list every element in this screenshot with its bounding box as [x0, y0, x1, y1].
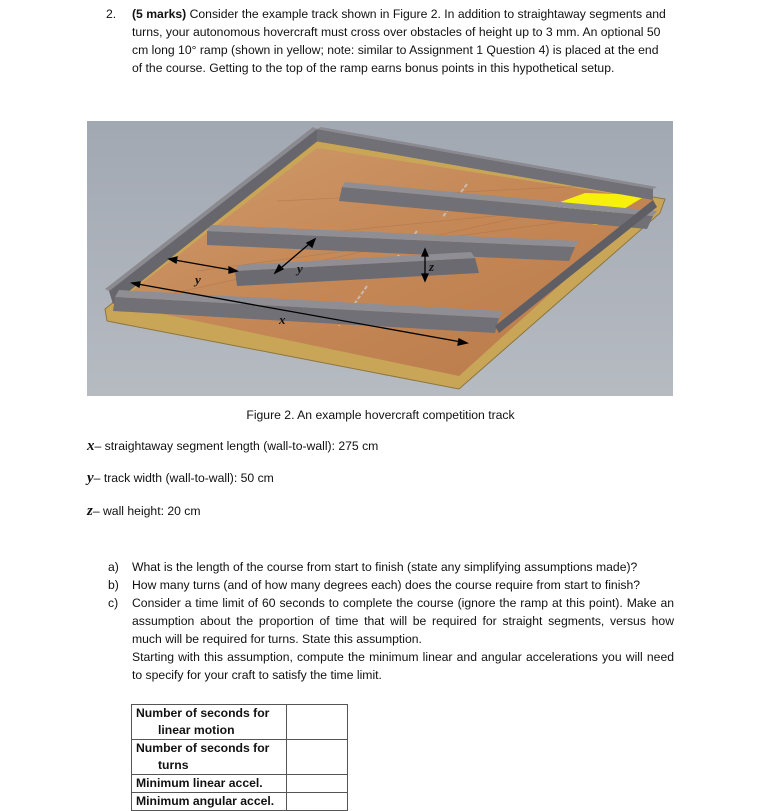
label-y-mid: y: [297, 261, 303, 276]
part-text: Consider a time limit of 60 seconds to complete the course (ignore the ramp at this point). Make an assumption about the proportion of time that will be required for straight segments, versus how much will be required for turns. State this assumption.: [132, 596, 674, 646]
table-row: [132, 740, 348, 775]
label-y-left: y: [195, 272, 201, 287]
table-label: Number of seconds for: [136, 706, 270, 720]
answer-cell-angular-accel[interactable]: [287, 793, 348, 811]
answer-cell-linear-accel[interactable]: [287, 775, 348, 793]
figure-caption: Figure 2. An example hovercraft competition track: [246, 408, 515, 422]
question-2: [106, 5, 666, 77]
label-x: x: [279, 312, 286, 327]
answer-cell-linear-seconds[interactable]: [287, 705, 348, 740]
part-text: What is the length of the course from start to finish (state any simplifying assumptions made)?: [132, 560, 638, 574]
track-figure: [87, 121, 673, 396]
table-label: Number of seconds for: [136, 741, 270, 755]
question-text-block: [132, 5, 666, 77]
table-label-cont: turns: [158, 758, 189, 772]
definition-text: – track width (wall-to-wall): 50 cm: [93, 471, 274, 485]
answer-table: [131, 704, 348, 811]
part-b: [108, 576, 674, 594]
definition-symbol: y: [87, 470, 94, 486]
part-c: [108, 594, 674, 684]
part-text: How many turns (and of how many degrees each) does the course require from start to finish?: [132, 578, 641, 592]
definition-symbol: x: [87, 438, 95, 454]
table-row: [132, 793, 348, 811]
part-label: b): [108, 578, 119, 592]
part-text-continued: Starting with this assumption, compute the minimum linear and angular accelerations you will need to specify for your craft to satisfy the time limit.: [132, 650, 674, 682]
question-marks: (5 marks): [132, 7, 187, 21]
table-label: Minimum angular accel.: [132, 793, 287, 811]
table-label-cell: [132, 740, 287, 775]
question-text: Consider the example track shown in Figure 2. In addition to straightaway segments and turns, your autonomous hovercraft must cross over obstacles of height up to 3 mm. An optional 50 cm long 10° ramp (shown in yellow; note: similar to Assignment 1 Question 4) is placed at the end of the course. Getting to the top of the ramp earns bonus points in this hypothetical setup.: [132, 7, 666, 75]
definition-text: – straightaway segment length (wall-to-wall): 275 cm: [94, 439, 379, 453]
table-label-cell: [132, 705, 287, 740]
label-z: z: [429, 259, 435, 274]
table-row: [132, 775, 348, 793]
definition-x: [87, 438, 378, 455]
question-number: 2.: [106, 7, 117, 21]
table-label: Minimum linear accel.: [132, 775, 287, 793]
table-row: [132, 705, 348, 740]
part-label: c): [108, 596, 119, 610]
question-parts: [108, 558, 674, 684]
definition-y: [87, 470, 274, 487]
definition-z: [87, 503, 201, 520]
part-a: [108, 558, 674, 576]
answer-cell-turn-seconds[interactable]: [287, 740, 348, 775]
definition-symbol: z: [87, 503, 93, 519]
part-label: a): [108, 560, 119, 574]
definition-text: – wall height: 20 cm: [92, 504, 201, 518]
table-label-cont: linear motion: [158, 723, 235, 737]
